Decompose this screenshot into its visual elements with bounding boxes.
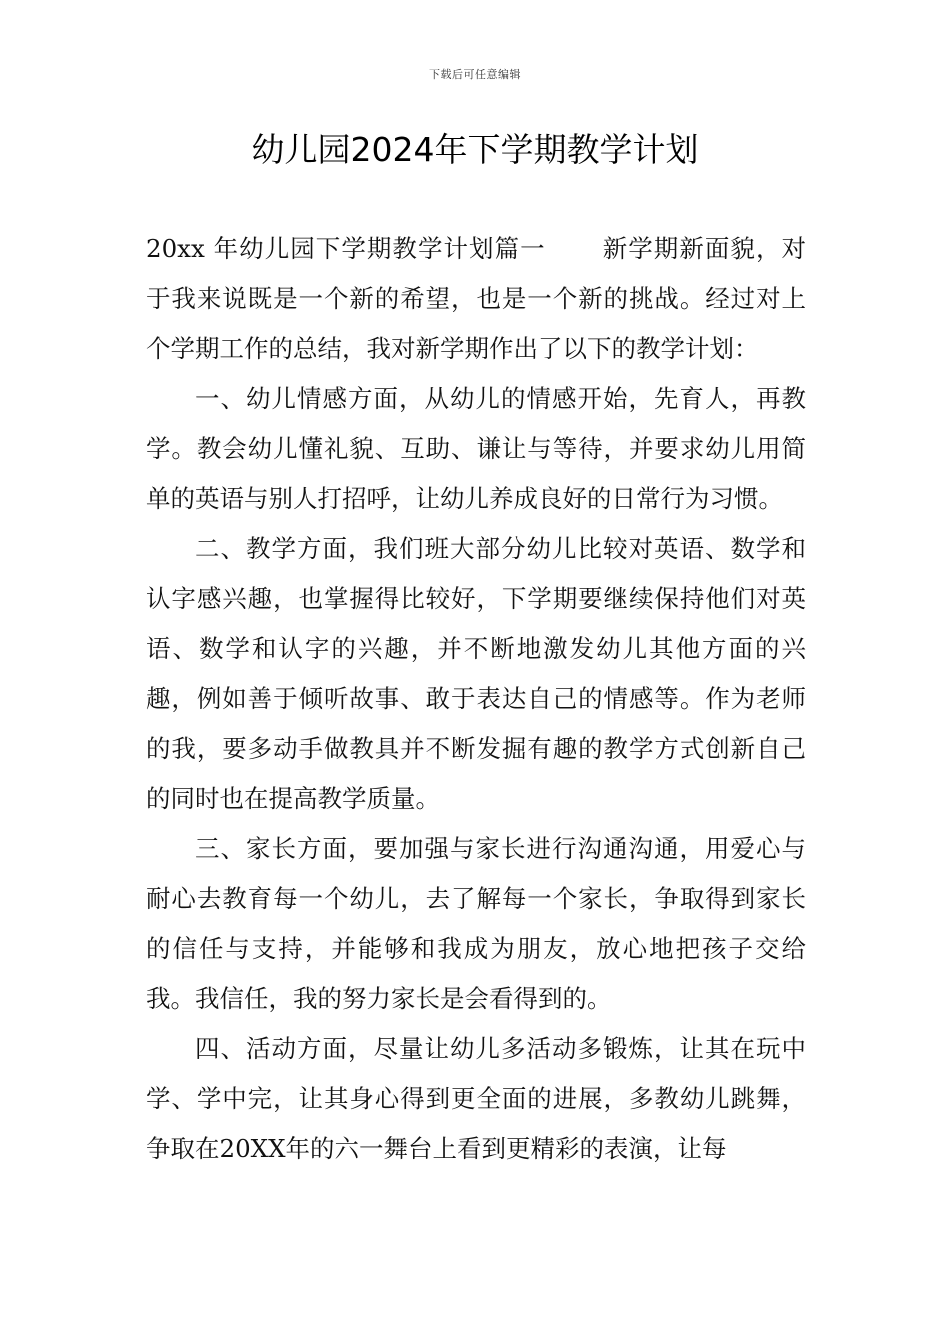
intro-paragraph [146,224,806,374]
paragraph-parents: 三、家长方面，要加强与家长进行沟通沟通，用爱心与耐心去教育每一个幼儿，去了解每一个家长，争取得到家长的信任与支持，并能够和我成为朋友，放心地把孩子交给我。我信任，我的努力家长是会看得到的。 [146,834,806,1013]
header-note: 下载后可任意编辑 [429,68,521,81]
paragraph-activities: 四、活动方面，尽量让幼儿多活动多锻炼，让其在玩中学、学中完，让其身心得到更全面的进展，多教幼儿跳舞，争取在20XX年的六一舞台上看到更精彩的表演，让每 [146,1034,806,1163]
document-body [146,224,806,1174]
document-title: 幼儿园2024年下学期教学计划 [251,130,699,169]
intro-heading: 20xx 年幼儿园下学期教学计划篇一 [146,234,546,263]
paragraph-teaching: 二、教学方面，我们班大部分幼儿比较对英语、数学和认字感兴趣，也掌握得比较好，下学期要继续保持他们对英语、数学和认字的兴趣，并不断地激发幼儿其他方面的兴趣，例如善于倾听故事、敢于表达自己的情感等。作为老师的我，要多动手做教具并不断发掘有趣的教学方式创新自己的同时也在提高教学质量。 [146,534,806,813]
paragraph-emotion: 一、幼儿情感方面，从幼儿的情感开始，先育人，再教学。教会幼儿懂礼貌、互助、谦让与等待，并要求幼儿用简单的英语与别人打招呼，让幼儿养成良好的日常行为习惯。 [146,384,806,513]
intro-text: 新学期新面貌，对于我来说既是一个新的希望，也是一个新的挑战。经过对上个学期工作的总结，我对新学期作出了以下的教学计划： [146,234,806,363]
